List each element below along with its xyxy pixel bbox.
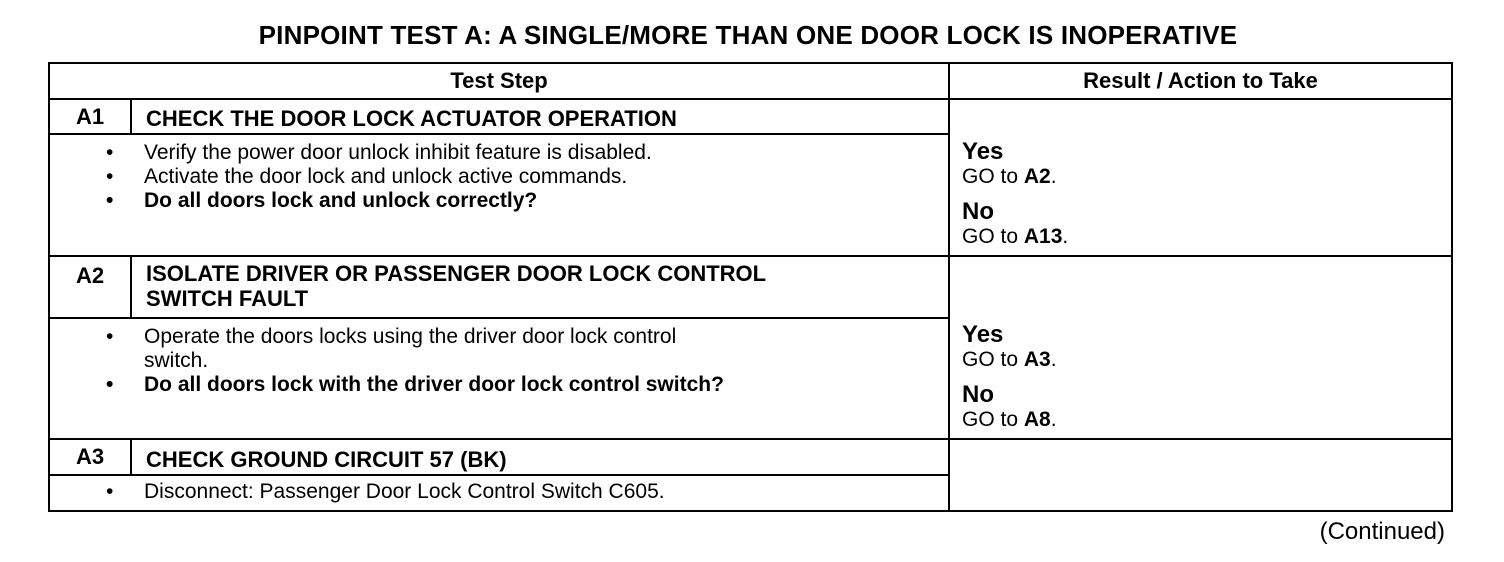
pinpoint-test-table: [48, 62, 1453, 512]
action-text: GO to A13.: [962, 225, 1069, 248]
step-a3-result: [949, 439, 1452, 511]
step-heading: CHECK GROUND CIRCUIT 57 (BK): [131, 439, 949, 475]
bullet-item: • Operate the doors locks using the driver door lock control switch.: [106, 325, 677, 372]
action-target: A2: [1023, 165, 1051, 188]
step-a2-result: [949, 256, 1452, 439]
bullet-item: • Verify the power door unlock inhibit feature is disabled.: [106, 141, 652, 164]
continued-label: (Continued): [1319, 518, 1445, 545]
table-header-row: [49, 63, 1452, 99]
step-id: A2: [49, 256, 131, 318]
step-a2-heading-row: [49, 256, 1452, 318]
step-a3-heading-row: [49, 439, 1452, 475]
step-a1-heading-row: [49, 99, 1452, 134]
answer-yes: Yes: [962, 138, 1004, 165]
step-body: [49, 134, 949, 256]
action-text: GO to A2.: [962, 165, 1057, 188]
bullet-question: • Do all doors lock with the driver door lock control switch?: [106, 373, 724, 396]
action-target: A8: [1023, 408, 1051, 431]
step-id: A1: [49, 99, 131, 134]
action-target: A3: [1023, 348, 1051, 371]
step-body: [49, 475, 949, 511]
answer-yes: Yes: [962, 321, 1004, 348]
bullet-item: • Disconnect: Passenger Door Lock Control Switch C605.: [106, 480, 665, 503]
action-text: GO to A8.: [962, 408, 1057, 431]
result-header: Result / Action to Take: [949, 63, 1452, 99]
bullet-question: • Do all doors lock and unlock correctly?: [106, 189, 538, 212]
test-step-header: Test Step: [49, 63, 949, 99]
answer-no: No: [962, 381, 995, 408]
bullet-item: • Activate the door lock and unlock active commands.: [106, 165, 628, 188]
answer-no: No: [962, 198, 995, 225]
step-body: [49, 318, 949, 439]
step-heading: CHECK THE DOOR LOCK ACTUATOR OPERATION: [131, 99, 949, 134]
step-id: A3: [49, 439, 131, 475]
page-title: PINPOINT TEST A: A SINGLE/MORE THAN ONE DOOR LOCK IS INOPERATIVE: [258, 20, 1238, 50]
step-heading: ISOLATE DRIVER OR PASSENGER DOOR LOCK CONTROL SWITCH FAULT: [131, 256, 949, 318]
action-target: A13: [1023, 225, 1063, 248]
action-text: GO to A3.: [962, 348, 1057, 371]
step-a1-result: [949, 99, 1452, 256]
